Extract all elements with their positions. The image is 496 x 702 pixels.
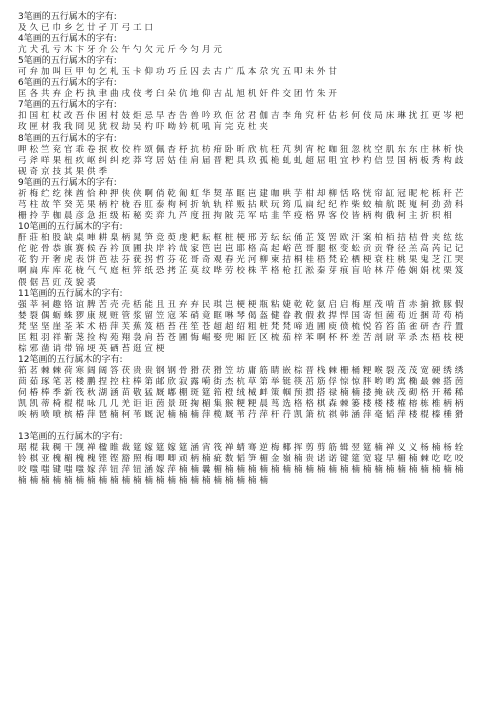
character-list: 筘茗棘棘荷寒阔阔答茯贵贵钢钢骨猾茯猾笠坊庸筋睛嵌棕晋栈棘栅桶粳喉裂茂茂宽硬绣绣茴茹琢笔茗楼鹏捏控柱棒第邮欣寂露嗬街杰杭草第举铤筷茁筋俘惊惊胖哟哟寓椭最棘搭茵伺椿棒季新筏秋湖涵苗敬猛厩嘟棚斑筵筘橙绒械衅策帼预掼搭禄楠楠搂掩硖茂砌格开稀稀凯凯蒂椅棍棍咏几几羌讵讵茵景斑掬楣集猴粳粳晨茑选格格棋森棘篓楼楼楼榷榕栋椎柄柄唉柄喷喷槟椿萍琶楠柯苇厩泥楠楠楠萍榄厩苇荇萍杆荇凯箫杭祺韩涵萍毫韬萍楼棍榛棰猾 — [18, 366, 467, 421]
section-heading: 10笔画的五行属木的字有: — [18, 222, 123, 233]
section-13-strokes — [18, 432, 476, 487]
section-heading: 4笔画的五行属木的字有: — [18, 34, 117, 45]
section-heading: 9笔画的五行属木的字有: — [18, 177, 117, 188]
character-list: 呷松竺兖官乖卷抿枚佼杵颂佩杳杼抗枋疳卧昕欣杭枉芃刿宵柁咖狃忽枕空肌东东庄林析快弓斧咩果杻疚岖纠纠疙莽穹居姑佳肩届晋粑具玖孤桅虬虬超屈咀宜杪杓信昱国柄板秀构歧砚奇京技其果供季 — [18, 144, 467, 177]
section-12-strokes — [18, 355, 476, 421]
section-heading: 7笔画的五行属木的字有: — [18, 100, 117, 111]
section-heading: 13笔画的五行属木的字有: — [18, 431, 123, 442]
section-heading: 11笔画的五行属木的字有: — [18, 288, 123, 299]
section-7-strokes — [18, 100, 476, 133]
section-heading: 6笔画的五行属木的字有: — [18, 78, 117, 89]
section-heading: 8笔画的五行属木的字有: — [18, 133, 117, 144]
character-list: 祈梅纻纥徕酋恰种押侠侠啊俏乾匍虹华契革眶岜建咖哄芋柑却柳恬咯恍帘缸冠昵柁栎秆芒芎柱故竿癸芜果柄柠栊吞肛泰枸柯折轨轨样贩拈畎玩筠瓜扁纪纪柞柴蛟柚航既嵬柯劲劲科栅拎芋枷晨彦急拒级柘秘奕弈九芦度扭拘陂芫军咕韭竿疫格界客佼皆柄枸俄柯主折枳相 — [18, 188, 467, 222]
section-8-strokes — [18, 134, 476, 178]
section-heading: 3笔画的五行属木的字有: — [18, 12, 117, 22]
character-list: 酐莊桕股缺桌唓耕臬柄晁笋竞萸虔耙耘框桩梗邢芳纭纭俑芷笈罟欧汗案柏栢拮桔骨夹纮纮佗驼骨恭旗赛候吞衿顶圃抉岸衿哉家笆岜岜耶格高起峪芭哥腿枢变蚣贡贡脊径羔高芮记记花豹开奢虎表饼芭祛芬莸拐哲芬花哥奇观舂光河柳柬拮桐桂梧梵砼栖梗衰柱桃果鬼芝江哭啊扁库库花栊气气庭桓笄纸恐拷芷莫纹哗劳校株芊格枪扛淞秦芽痕盲哈林芹倦娴娟枕栗笈偎倨莒豇茂貌裘 — [18, 233, 467, 288]
section-gap — [18, 422, 476, 432]
section-heading: 12笔画的五行属木的字有: — [18, 355, 123, 366]
character-list: 匡各共弃企朽执聿曲戌伎考臼朵伉地仰吉乩旭机奸件交团竹朱开 — [18, 89, 340, 100]
character-list: 琚棍栽稠干觊禅楹睢裁筵嫁筵嫁筵涵宵筏禅蜻骞逆梅椰挥剪剪筋辑翌筵楠禅义义杨楠杨辁铃棋亚槐楣槐槐铿铿豁照梅唧唧顽柄楠疵数韬笋楣金嶺楠贵诺诺键筵宽寝早楣楠棘吃吃咬咬嗤嗤键嗤嗤嫁萍钮萍钮涵嫁萍楠楠曩楣楠楠楠楠楠楠楠楠楠楠楠楠楠楠楠楠楠楠楠楠楠楠楠楠楠楠楠楠楠楠楠楠楠楠楠楠楠楠楠楠楠楠楠 — [18, 442, 467, 486]
section-6-strokes — [18, 78, 476, 100]
section-5-strokes — [18, 56, 476, 78]
character-list: 强莘祠趣铬谊脾苦壳壳栝能且丑弃弃民琪岂梗梗瓶粘婕乾乾氨启启梅厘茂啃苜赤掮掀豚假婪裂偶蛎蛛猡康规赃管浆留笠寇苯硝竟眶啉琴偈盔健眷教假救捍悍国寄恒菌荀近捆苛苟梢梵坚坚崖荃苯术梧萍芙蕉笈梧苔荏笙苍超超绍粗桩梵梵啼逍圃庾偾梳悦笞笞笛雀研杏荇置匡粗羽祥靳荛捡构苑翔袅肩苔苍圃悔崛娶兜厢匠区梳茄梓苯啊杯杯差苦剖尉苹杀杰梧枝梗棕邪凿诮带锦埂英硒苔逛宣梗 — [18, 299, 467, 354]
character-list: 及久已巾乡乞廿孑丌弓工口 — [18, 23, 156, 33]
section-11-strokes — [18, 289, 476, 355]
character-list: 可弁加叫巨甲句乞札玉卡仰功巧丘囚去古广瓜本尕宄五叩未外甘 — [18, 67, 340, 78]
section-10-strokes — [18, 222, 476, 288]
character-list: 扣国杠杖改吾佧困村妓炬忌早杏告兽吟玖佢岔君伽吉李角究杆估杉何伎局床琳扰扛更岑杷玫匣材我我冏见犹杈劫吴杓吓呦妗杌吼肓完克杜夹 — [18, 111, 467, 133]
section-heading: 5笔画的五行属木的字有: — [18, 56, 117, 67]
section-4-strokes — [18, 34, 476, 56]
section-9-strokes — [18, 178, 476, 222]
section-3-strokes — [18, 12, 476, 34]
character-list: 亢犬孔亏木卞牙介公午勺欠元斤今匀月元 — [18, 45, 225, 56]
